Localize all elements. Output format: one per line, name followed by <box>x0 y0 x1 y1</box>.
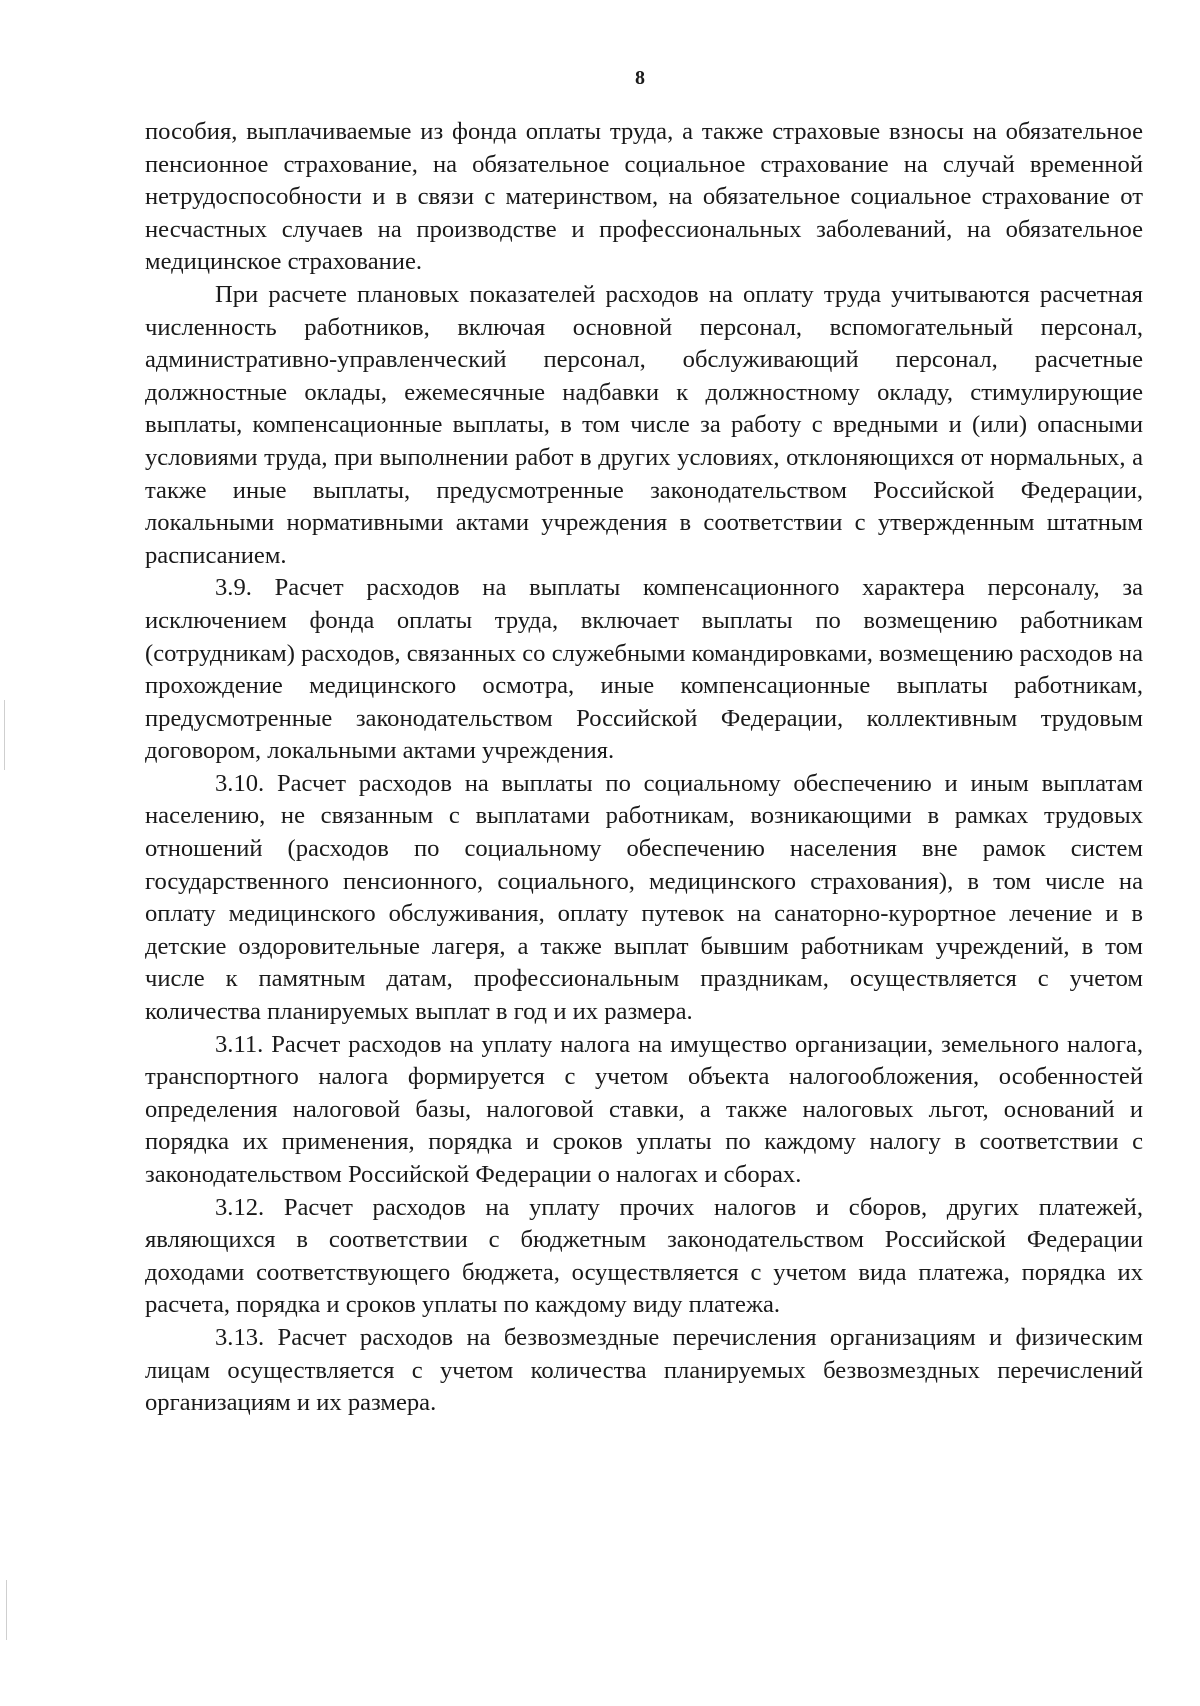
paragraph-3-9: 3.9. Расчет расходов на выплаты компенсационного характера персоналу, за исключением фонда оплаты труда, включает выплаты по возмещению работникам (сотрудникам) расходов, связанных со служебными командировками, возмещению расходов на прохождение медицинского осмотра, иные компенсационные выплаты работникам, предусмотренные законодательством Российской Федерации, коллективным трудовым договором, локальными актами учреждения. <box>145 574 1143 765</box>
document-body <box>145 116 1143 1420</box>
paragraph-3-13: 3.13. Расчет расходов на безвозмездные перечисления организациям и физическим лицам осуществляется с учетом количества планируемых безвозмездных перечислений организациям и их размера. <box>145 1323 1143 1417</box>
paragraph-3-11: 3.11. Расчет расходов на уплату налога на имущество организации, земельного налога, транспортного налога формируется с учетом объекта налогообложения, особенностей определения налоговой базы, налоговой ставки, а также налоговых льгот, оснований и порядка их применения, порядка и сроков уплаты по каждому налогу в соответствии с законодательством Российской Федерации о налогах и сборах. <box>145 1030 1143 1188</box>
scan-margin-mark <box>4 700 5 770</box>
page-number: 8 <box>635 67 645 89</box>
scan-margin-mark <box>6 1580 7 1640</box>
paragraph-3-10: 3.10. Расчет расходов на выплаты по социальному обеспечению и иным выплатам населению, не связанным с выплатами работникам, возникающими в рамках трудовых отношений (расходов по социальному обеспечению населения вне рамок систем государственного пенсионного, социального, медицинского страхования), в том числе на оплату медицинского обслуживания, оплату путевок на санаторно-курортное лечение и в детские оздоровительные лагеря, а также выплат бывшим работникам учреждений, в том числе к памятным датам, профессиональным праздникам, осуществляется с учетом количества планируемых выплат в год и их размера. <box>145 769 1143 1026</box>
paragraph-payroll-indicators: При расчете плановых показателей расходов на оплату труда учитываются расчетная численность работников, включая основной персонал, вспомогательный персонал, административно-управленческий персонал, обслуживающий персонал, расчетные должностные оклады, ежемесячные надбавки к должностному окладу, стимулирующие выплаты, компенсационные выплаты, в том числе за работу с вредными и (или) опасными условиями труда, при выполнении работ в других условиях, отклоняющихся от нормальных, а также иные выплаты, предусмотренные законодательством Российской Федерации, локальными нормативными актами учреждения в соответствии с утвержденным штатным расписанием. <box>145 280 1143 569</box>
paragraph-3-12: 3.12. Расчет расходов на уплату прочих налогов и сборов, других платежей, являющихся в соответствии с бюджетным законодательством Российской Федерации доходами соответствующего бюджета, осуществляется с учетом вида платежа, порядка их расчета, порядка и сроков уплаты по каждому виду платежа. <box>145 1193 1143 1319</box>
paragraph-continuation: пособия, выплачиваемые из фонда оплаты труда, а также страховые взносы на обязательное пенсионное страхование, на обязательное социальное страхование на случай временной нетрудоспособности и в связи с материнством, на обязательное социальное страхование от несчастных случаев на производстве и профессиональных заболеваний, на обязательное медицинское страхование. <box>145 118 1143 276</box>
